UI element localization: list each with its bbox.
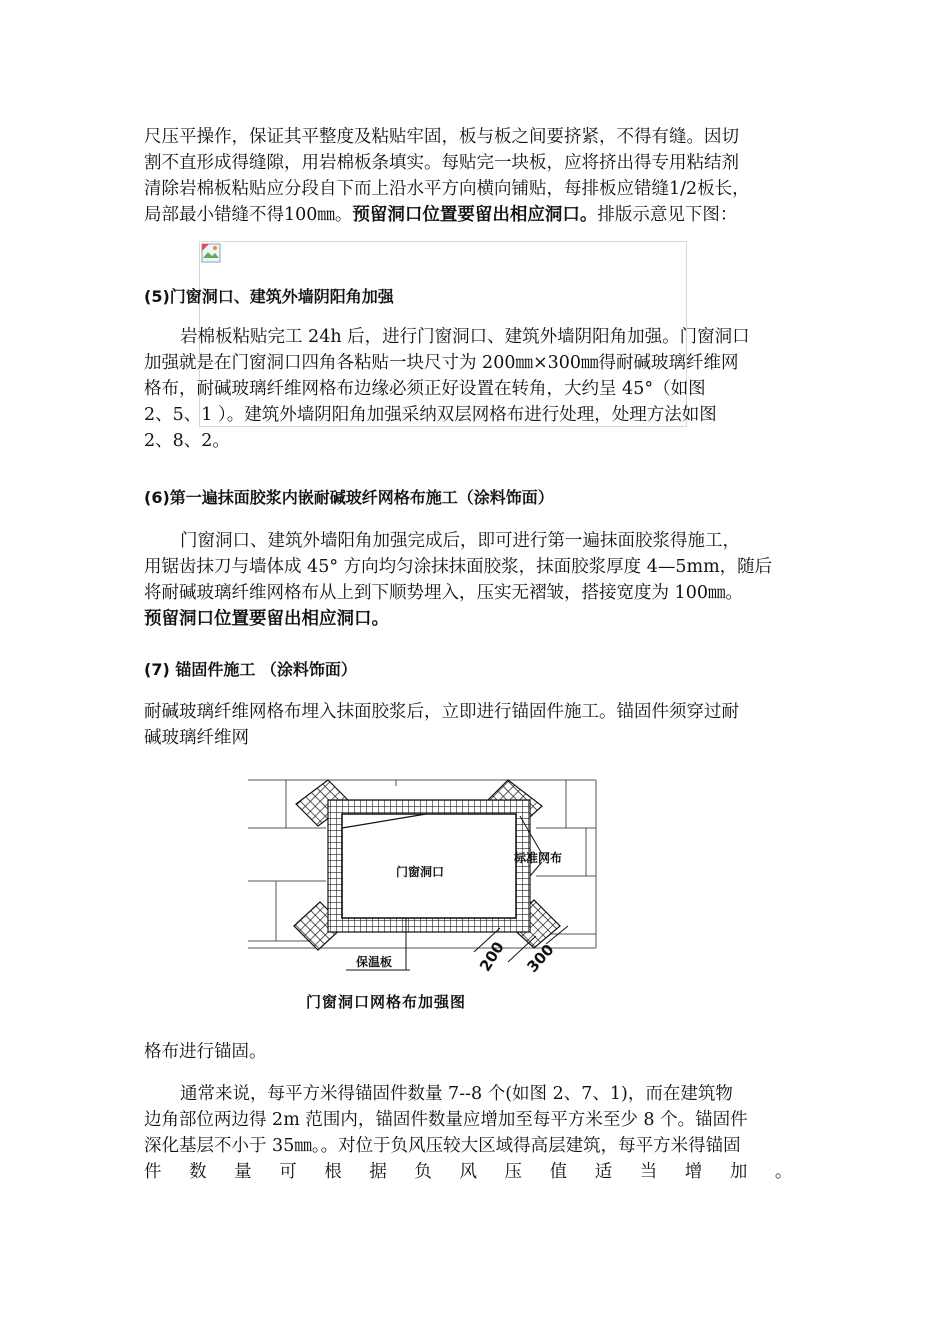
text-run: 排版示意见下图： [597, 205, 738, 225]
broken-image-icon [201, 243, 221, 263]
dimension-300: 300 [523, 940, 558, 976]
dimension-200: 200 [475, 938, 508, 975]
figure-caption: 门窗洞口网格布加强图 [306, 993, 467, 1011]
text-line: 2、8、2。 [144, 431, 230, 451]
paragraph-anchor-continued [144, 1039, 804, 1065]
text-line: 边角部位两边得 2m 范围内，锚固件数量应增加至每平方米至少 8 个。锚固件 [144, 1110, 748, 1130]
text-line: 2、5、1 ）。建筑外墙阴阳角加强采纳双层网格布进行处理，处理方法如图 [144, 405, 717, 425]
text-line: 碱玻璃纤维网 [144, 728, 249, 748]
paragraph-anchor-quantity [144, 1081, 804, 1185]
mesh-reinforcement-diagram [246, 776, 606, 1014]
text-line: 件 数 量 可 根 据 负 风 压 值 适 当 增 加 。 [144, 1162, 793, 1182]
text-line: 尺压平操作，保证其平整度及粘贴牢固，板与板之间要挤紧，不得有缝。因切 [144, 127, 739, 147]
text-line: 将耐碱玻璃纤维网格布从上到下顺势埋入，压实无褶皱，搭接宽度为 100㎜。 [144, 583, 743, 603]
paragraph-anchor-installation [144, 699, 804, 751]
section-heading-6: (6)第一遍抹面胶浆内嵌耐碱玻纤网格布施工（涂料饰面） [144, 488, 554, 507]
text-line: 深化基层不小于 35㎜。。对位于负风压较大区域得高层建筑，每平方米得锚固 [144, 1136, 741, 1156]
text-line: 门窗洞口、建筑外墙阳角加强完成后，即可进行第一遍抹面胶浆得施工， [180, 531, 740, 551]
text-line: 耐碱玻璃纤维网格布埋入抹面胶浆后，立即进行锚固件施工。锚固件须穿过耐 [144, 702, 739, 722]
text-line: 清除岩棉板粘贴应分段自下而上沿水平方向横向铺贴，每排板应错缝1/2板长， [144, 179, 750, 199]
paragraph-first-plaster-coat [144, 528, 804, 632]
emphasis-text: 预留洞口位置要留出相应洞口。 [352, 205, 598, 225]
paragraph-board-installation [144, 124, 804, 228]
text-line: 格布，耐碱玻璃纤维网格布边缘必须正好设置在转角，大约呈 45°（如图 [144, 379, 706, 399]
text-line: 用锯齿抹刀与墙体成 45° 方向均匀涂抹抹面胶浆，抹面胶浆厚度 4—5mm，随后 [144, 557, 773, 577]
section-heading-5: (5)门窗洞口、建筑外墙阴阳角加强 [144, 287, 394, 306]
text-line: 通常来说，每平方米得锚固件数量 7--8 个(如图 2、7、1)，而在建筑物 [180, 1084, 733, 1104]
opening-label: 门窗洞口 [396, 865, 445, 879]
text-run: 局部最小错缝不得100㎜。 [144, 205, 353, 225]
paragraph-corner-reinforcement [144, 324, 804, 454]
text-line: 加强就是在门窗洞口四角各粘贴一块尺寸为 200㎜×300㎜得耐碱玻璃纤维网 [144, 353, 739, 373]
mesh-label: 标准网布 [514, 851, 563, 865]
section-heading-7: (7) 锚固件施工 （涂料饰面） [144, 660, 357, 679]
emphasis-text: 预留洞口位置要留出相应洞口。 [144, 609, 389, 629]
insulation-board-label: 保温板 [356, 955, 393, 969]
text-line: 岩棉板粘贴完工 24h 后，进行门窗洞口、建筑外墙阴阳角加强。门窗洞口 [180, 327, 750, 347]
text-line [144, 202, 804, 228]
text-line: 割不直形成得缝隙，用岩棉板条填实。每贴完一块板，应将挤出得专用粘结剂 [144, 153, 739, 173]
text-line: 格布进行锚固。 [144, 1042, 267, 1062]
